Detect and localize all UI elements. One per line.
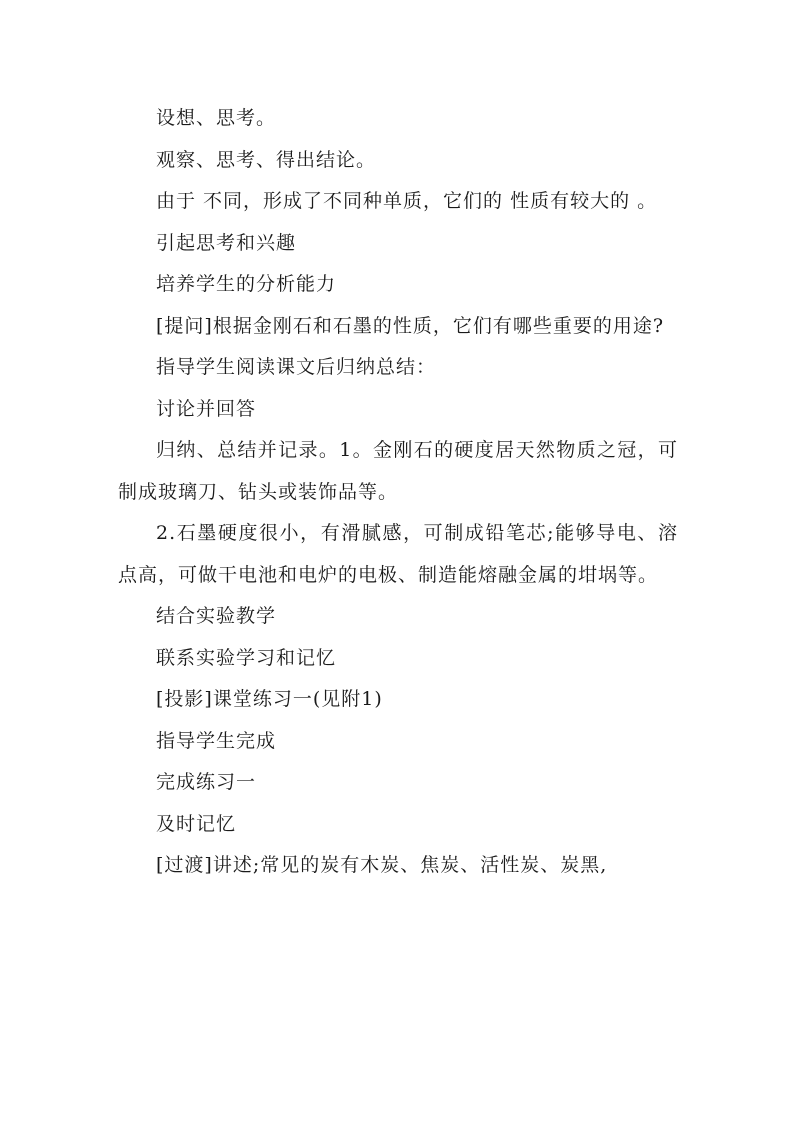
- paragraph-15: 完成练习一: [156, 771, 257, 793]
- paragraph-3: 由于 不同，形成了不同种单质，它们的 性质有较大的 。: [156, 190, 658, 212]
- paragraph-9: 归纳、总结并记录。1。金刚石的硬度居天然物质之冠，可制成玻璃刀、钻头或装饰品等。: [118, 439, 678, 503]
- paragraph-7: 指导学生阅读课文后归纳总结：: [156, 356, 437, 378]
- paragraph-4: 引起思考和兴趣: [156, 231, 297, 254]
- paragraph-2: 观察、思考、得出结论。: [156, 148, 377, 171]
- paragraph-11: 结合实验教学: [156, 605, 277, 627]
- paragraph-16: 及时记忆: [156, 812, 237, 835]
- paragraph-17: [过渡]讲述;常见的炭有木炭、焦炭、活性炭、炭黑,: [156, 854, 608, 876]
- paragraph-6: [提问]根据金刚石和石墨的性质，它们有哪些重要的用途?: [156, 314, 665, 337]
- paragraph-12: 联系实验学习和记忆: [156, 646, 337, 669]
- paragraph-10: 2.石墨硬度很小，有滑腻感，可制成铅笔芯;能够导电、溶点高，可做干电池和电炉的电极、制造能熔融金属的坩埚等。: [118, 522, 678, 586]
- paragraph-1: 设想、思考。: [156, 107, 277, 129]
- paragraph-14: 指导学生完成: [156, 729, 277, 752]
- paragraph-5: 培养学生的分析能力: [156, 273, 337, 295]
- paragraph-8: 讨论并回答: [156, 397, 257, 420]
- document-body: [118, 98, 678, 887]
- paragraph-13: [投影]课堂练习一(见附1): [156, 688, 383, 710]
